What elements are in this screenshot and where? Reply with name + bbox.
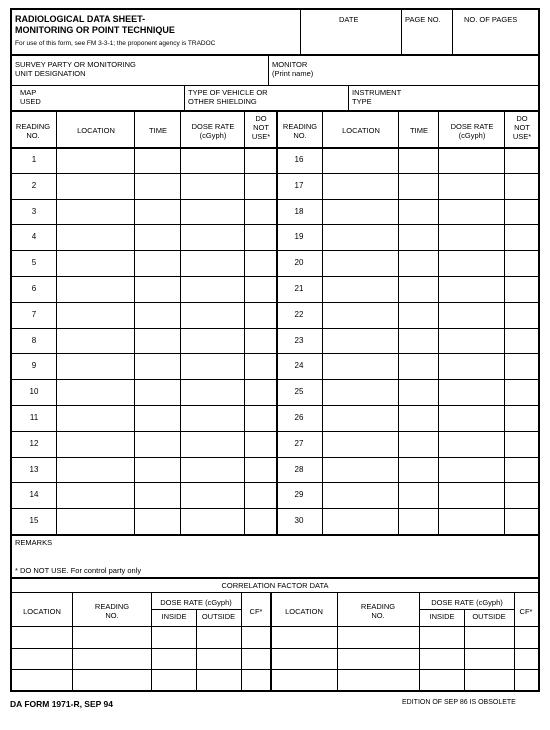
reading-number-right: 22 [294,310,304,319]
table-row[interactable] [12,508,538,534]
corr-dose-rate-header-left: DOSE RATE (cGyph) [160,598,232,607]
table-row[interactable] [12,276,538,302]
reading-number-right: 24 [294,361,304,370]
reading-label: READING [282,122,318,131]
reading-number-right: 30 [294,516,304,525]
corr-outside-header-right: OUTSIDE [472,612,506,621]
map-label: MAP [20,88,37,97]
no-label: NO. [293,131,307,140]
radiological-data-sheet-form [10,8,540,692]
reading-number-right: 23 [294,336,304,345]
time-header-right: TIME [410,126,428,135]
location-header-left: LOCATION [77,126,115,135]
reading-number-left: 1 [31,155,37,164]
remarks-field[interactable] [13,548,537,564]
date-field[interactable] [301,25,401,53]
table-row[interactable] [12,199,538,225]
type-label: TYPE [352,97,372,106]
do-not-use-note: * DO NOT USE. For control party only [15,566,142,575]
vehicle-label: TYPE OF VEHICLE OR [188,88,268,97]
map-used-field[interactable] [52,88,182,108]
do-label: DO [516,114,528,123]
edition-note: EDITION OF SEP 86 IS OBSOLETE [402,699,516,706]
do-not-use-header-right [506,114,538,141]
corr-inside-header-right: INSIDE [429,612,455,621]
corr-location-header-left: LOCATION [23,607,61,616]
corr-cf-header-right: CF* [519,607,533,616]
dose-rate-label: DOSE RATE [191,122,235,131]
location-header-right: LOCATION [342,126,380,135]
reading-number-left: 12 [29,439,39,448]
reading-number-right: 28 [294,465,304,474]
used-label: USED [20,97,41,106]
unit-label: (cGyph) [458,131,486,140]
reading-number-left: 9 [31,361,37,370]
table-row[interactable] [12,224,538,250]
reading-number-right: 26 [294,413,304,422]
corr-dose-rate-header-right: DOSE RATE (cGyph) [431,598,503,607]
reading-number-left: 5 [31,258,37,267]
reading-number-right: 27 [294,439,304,448]
reading-number-right: 19 [294,232,304,241]
no-of-pages-field[interactable] [453,25,538,53]
reading-no-header-right [278,122,322,140]
correlation-title: CORRELATION FACTOR DATA [221,581,329,590]
corr-reading-label: READING [360,602,396,611]
print-name-label: (Print name) [272,69,314,78]
table-row[interactable] [12,302,538,328]
reading-number-left: 3 [31,207,37,216]
correlation-row[interactable] [13,649,537,668]
no-of-pages-label: NO. OF PAGES [464,15,518,24]
reading-number-left: 8 [31,336,37,345]
unit-designation-label: UNIT DESIGNATION [15,69,86,78]
reading-number-right: 21 [294,284,304,293]
corr-inside-header-left: INSIDE [161,612,187,621]
instrument-type-field[interactable] [382,96,532,108]
instrument-label: INSTRUMENT [352,88,402,97]
do-not-use-header-left [246,114,276,141]
dose-rate-label: DOSE RATE [450,122,494,131]
shielding-label: OTHER SHIELDING [188,97,257,106]
corr-no-label: NO. [105,611,119,620]
form-title-line2: MONITORING OR POINT TECHNIQUE [15,25,175,35]
date-label: DATE [339,15,359,24]
table-row[interactable] [12,457,538,483]
corr-reading-header-right [338,602,418,620]
reading-number-left: 14 [29,490,39,499]
table-row[interactable] [12,379,538,405]
use-label: USE* [512,132,532,141]
reading-number-right: 18 [294,207,304,216]
form-title-line1: RADIOLOGICAL DATA SHEET- [15,14,146,24]
no-label: NO. [26,131,40,140]
not-label: NOT [514,123,530,132]
dose-rate-header-left [182,122,244,140]
table-row[interactable] [12,250,538,276]
reading-number-right: 17 [294,181,304,190]
corr-no-label: NO. [371,611,385,620]
table-row[interactable] [12,431,538,457]
table-row[interactable] [12,147,538,173]
page-no-label: PAGE NO. [405,15,441,24]
unit-label: (cGyph) [199,131,227,140]
dose-rate-header-right [440,122,504,140]
not-label: NOT [253,123,269,132]
reading-number-left: 7 [31,310,37,319]
correlation-row[interactable] [13,670,537,690]
table-row[interactable] [12,405,538,431]
form-subtitle: For use of this form, see FM 3-3-1; the proponent agency is TRADOC [15,40,216,47]
reading-number-right: 25 [294,387,304,396]
reading-number-left: 15 [29,516,39,525]
reading-number-left: 11 [29,413,39,422]
corr-reading-label: READING [94,602,130,611]
corr-reading-header-left [74,602,150,620]
remarks-label: REMARKS [15,538,53,547]
reading-label: READING [15,122,51,131]
correlation-row[interactable] [13,627,537,647]
page-no-field[interactable] [402,25,452,53]
reading-no-header-left [12,122,54,140]
monitor-label: MONITOR [272,60,308,69]
reading-number-left: 6 [31,284,37,293]
corr-outside-header-left: OUTSIDE [201,612,236,621]
reading-number-left: 2 [31,181,37,190]
do-label: DO [255,114,267,123]
time-header-left: TIME [149,126,167,135]
table-row[interactable] [12,328,538,354]
reading-number-right: 29 [294,490,304,499]
reading-number-left: 10 [29,387,39,396]
survey-party-label: SURVEY PARTY OR MONITORING [15,60,136,69]
reading-number-left: 4 [31,232,37,241]
table-row[interactable] [12,353,538,379]
use-label: USE* [251,132,271,141]
table-row[interactable] [12,173,538,199]
reading-number-right: 16 [294,155,304,164]
vehicle-shielding-field[interactable] [282,88,346,108]
reading-number-right: 20 [294,258,304,267]
corr-cf-header-left: CF* [249,607,263,616]
form-id: DA FORM 1971-R, SEP 94 [10,699,113,709]
corr-location-header-right: LOCATION [285,607,323,616]
table-row[interactable] [12,482,538,508]
reading-number-left: 13 [29,465,39,474]
